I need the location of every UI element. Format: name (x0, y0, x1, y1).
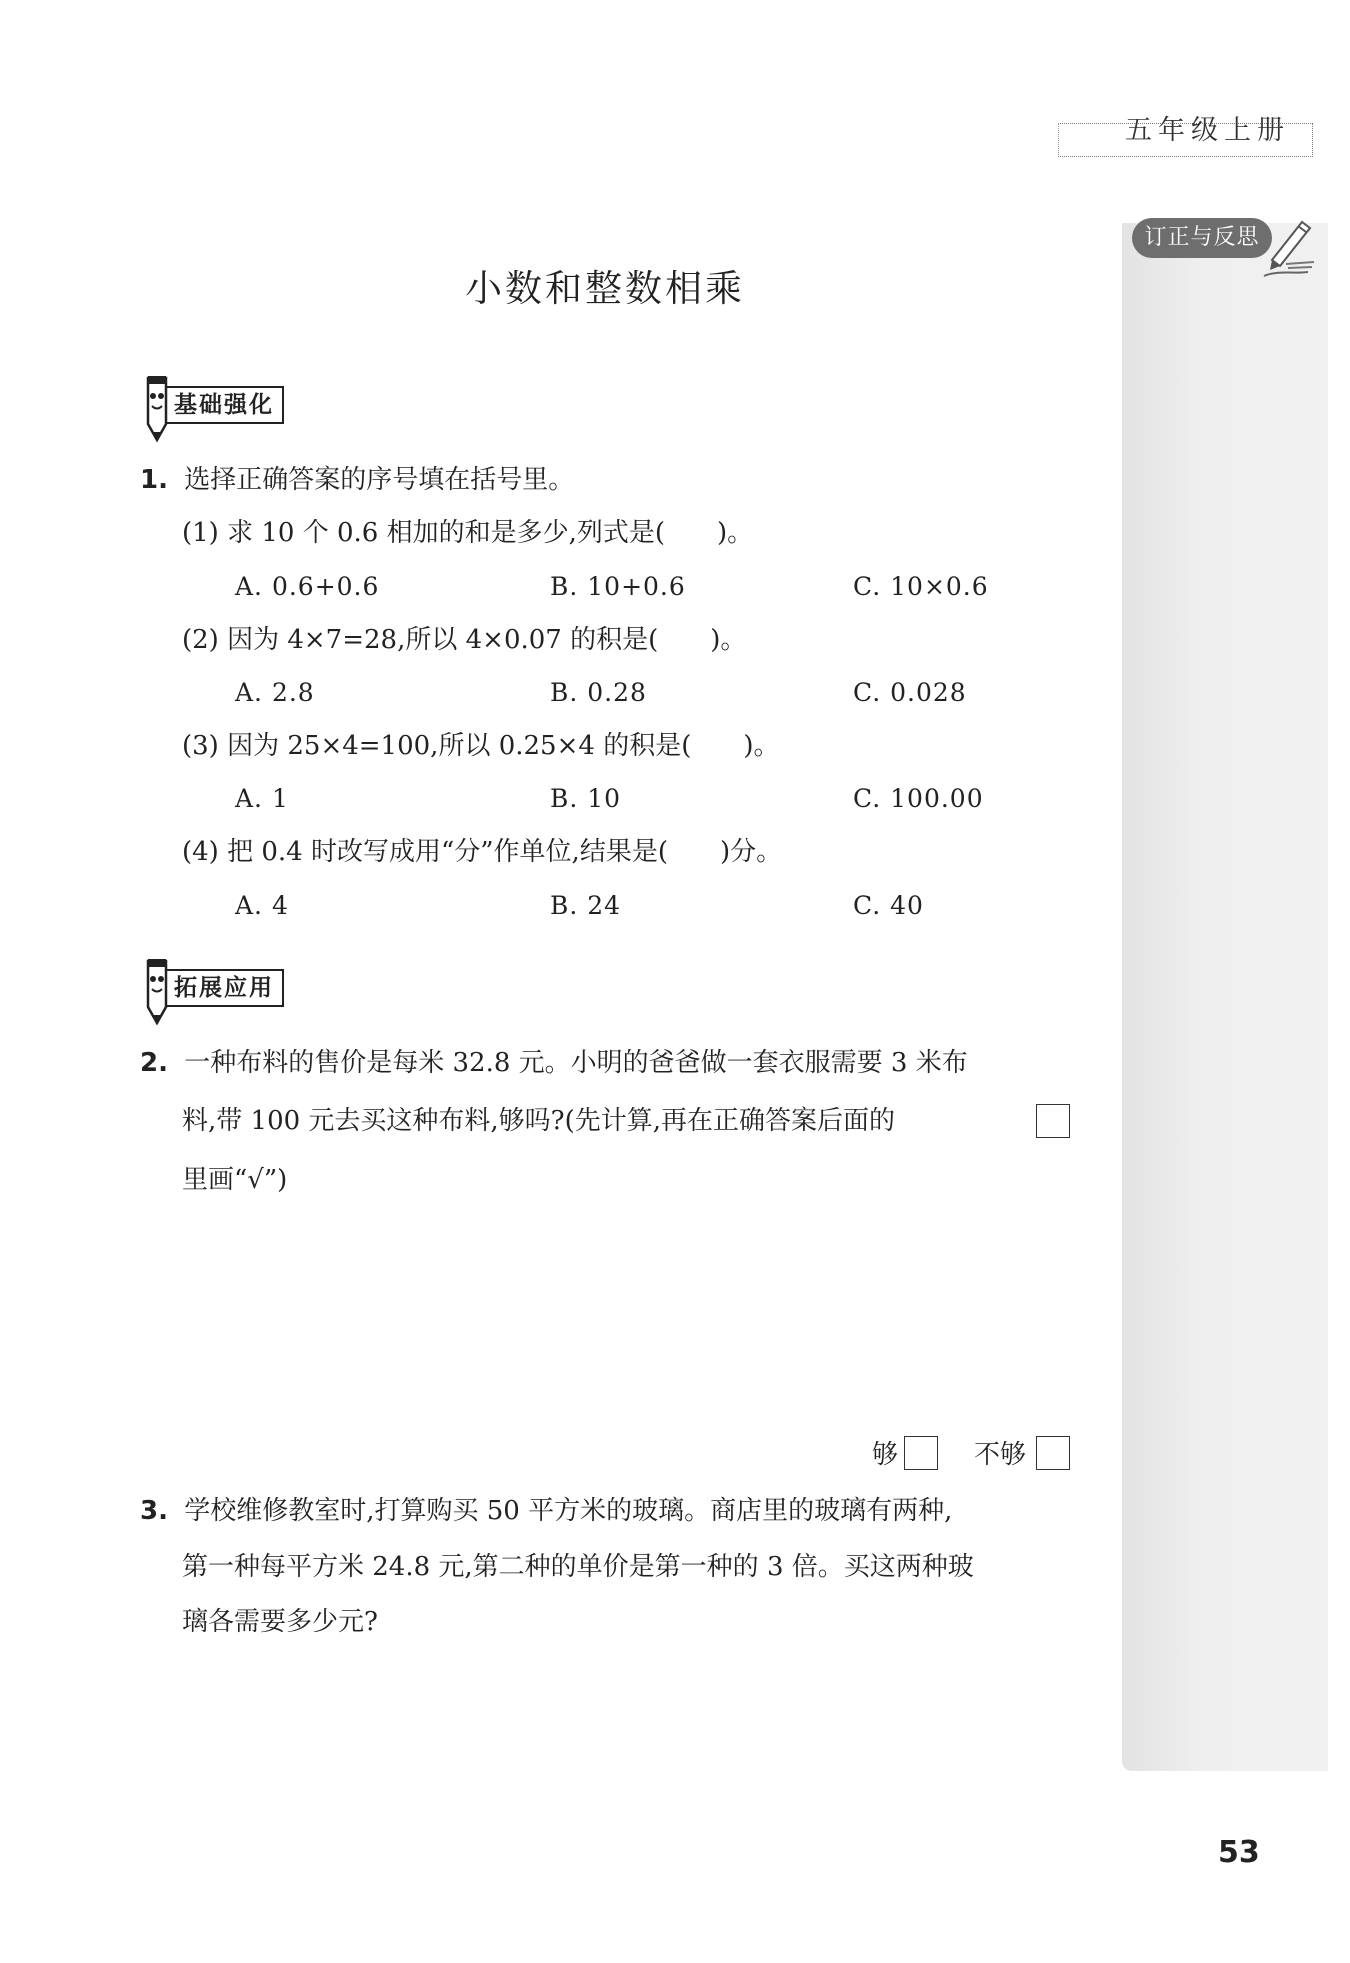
section-extend-label: 拓展应用 (166, 969, 284, 1007)
q2-reference-box (1036, 1104, 1070, 1138)
q1-1-option-c: C. 10×0.6 (853, 572, 989, 601)
q1-2-option-c: C. 0.028 (853, 678, 967, 707)
q2-text-3: 里画“√”) (182, 1165, 288, 1195)
q1-number: 1. (140, 465, 168, 495)
q1-2-option-b: B. 0.28 (550, 678, 647, 707)
q2-number: 2. (140, 1048, 168, 1078)
q3-text-1: 学校维修教室时,打算购买 50 平方米的玻璃。商店里的玻璃有两种, (184, 1496, 953, 1526)
page-title: 小数和整数相乘 (465, 267, 745, 310)
q1-4-option-b: B. 24 (550, 891, 622, 920)
correction-sidebar (1122, 223, 1328, 1771)
q1-stem: 选择正确答案的序号填在括号里。 (184, 465, 575, 495)
q2-line-1 (140, 1048, 968, 1078)
q2-not-enough-label: 不够 (974, 1440, 1027, 1470)
q1-1-option-a: A. 0.6+0.6 (235, 572, 380, 601)
q1-3-option-a: A. 1 (235, 784, 289, 813)
q3-text-2: 第一种每平方米 24.8 元,第二种的单价是第一种的 3 倍。买这两种玻 (182, 1552, 974, 1582)
q1-3-option-c: C. 100.00 (853, 784, 984, 813)
q1-4-option-c: C. 40 (853, 891, 924, 920)
page-number: 53 (1218, 1835, 1260, 1870)
q1-4-prompt: (4) 把 0.4 时改写成用“分”作单位,结果是( )分。 (182, 837, 783, 867)
q1-2-prompt: (2) 因为 4×7=28,所以 4×0.07 的积是( )。 (182, 625, 747, 655)
q1-1-option-b: B. 10+0.6 (550, 572, 686, 601)
q2-enough-checkbox[interactable] (904, 1436, 938, 1470)
q1-3-prompt: (3) 因为 25×4=100,所以 0.25×4 的积是( )。 (182, 731, 780, 761)
pen-icon (1258, 212, 1320, 284)
q1-2-option-a: A. 2.8 (235, 678, 315, 707)
section-basic-label: 基础强化 (166, 386, 284, 424)
grade-label: 五年级上册 (1125, 115, 1290, 146)
q2-not-enough-checkbox[interactable] (1036, 1436, 1070, 1470)
q3-line-1 (140, 1496, 952, 1526)
q1-stem-line (140, 465, 574, 495)
q3-text-3: 璃各需要多少元? (182, 1607, 378, 1637)
q2-enough-label: 够 (872, 1440, 899, 1470)
q3-number: 3. (140, 1496, 168, 1526)
correction-tab: 订正与反思 (1132, 218, 1272, 258)
q1-3-option-b: B. 10 (550, 784, 622, 813)
q2-text-2: 料,带 100 元去买这种布料,够吗?(先计算,再在正确答案后面的 (182, 1106, 896, 1136)
q2-text-1: 一种布料的售价是每米 32.8 元。小明的爸爸做一套衣服需要 3 米布 (184, 1048, 968, 1078)
q1-1-prompt: (1) 求 10 个 0.6 相加的和是多少,列式是( )。 (182, 518, 754, 548)
q1-4-option-a: A. 4 (235, 891, 289, 920)
